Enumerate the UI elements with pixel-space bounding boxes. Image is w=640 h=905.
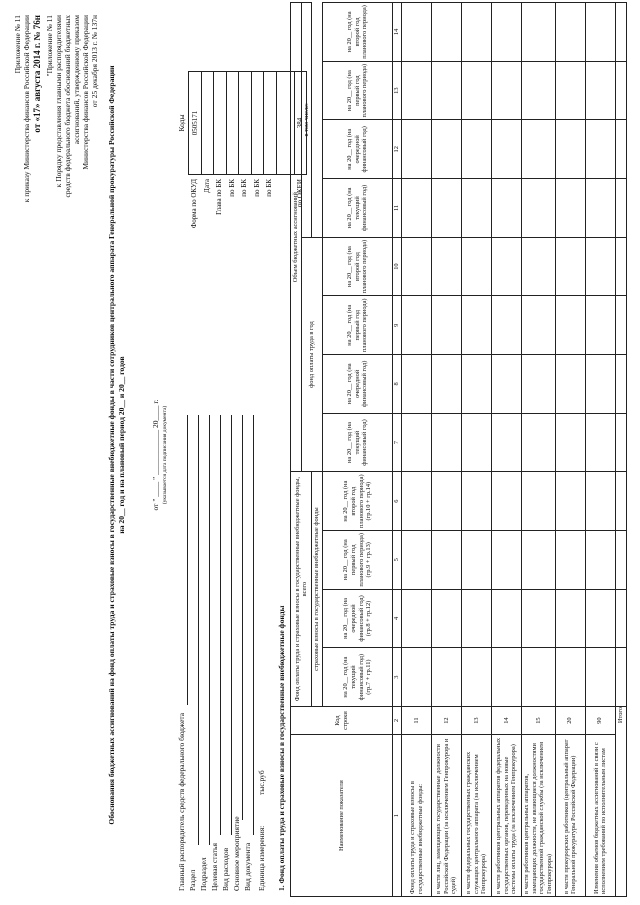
- row-name: в части федеральных государственных гражданских служащих центрального аппарата (за исключением Генпрокурора): [462, 735, 492, 897]
- document-date: от " ____ " ____________ 20____ г.: [151, 399, 160, 511]
- date-value[interactable]: [201, 72, 214, 175]
- column-number: 4: [393, 589, 402, 648]
- column-number: 11: [393, 179, 402, 238]
- bk-value-3[interactable]: [251, 72, 264, 175]
- value-cell[interactable]: [462, 237, 492, 296]
- procedure-line-3: ассигнований, утвержденному приказом: [72, 15, 81, 145]
- row-code: 15: [522, 706, 556, 734]
- value-cell[interactable]: [432, 648, 462, 707]
- procedure-line-1: к Порядку представления главными распорядителями: [54, 15, 63, 188]
- value-cell[interactable]: [585, 61, 615, 120]
- col-5-header: на 20__ год (на первый год планового периода) (гр.9 + гр.13): [323, 530, 393, 589]
- value-cell[interactable]: [462, 413, 492, 472]
- column-number: 7: [393, 413, 402, 472]
- value-cell[interactable]: [555, 120, 585, 179]
- value-cell[interactable]: [462, 530, 492, 589]
- value-cell[interactable]: [585, 120, 615, 179]
- row-code: 13: [462, 706, 492, 734]
- total-cell[interactable]: [615, 648, 626, 707]
- field-line-0[interactable]: [187, 415, 188, 705]
- group-volume-header: Объем бюджетных ассигнований: [291, 3, 302, 472]
- value-cell[interactable]: [432, 296, 462, 355]
- bk-label-4: по БК: [265, 179, 273, 197]
- value-cell[interactable]: [585, 530, 615, 589]
- document-date-note: (указывается дата подписания документа): [162, 405, 168, 505]
- field-line-5[interactable]: [242, 415, 243, 820]
- column-number: 6: [393, 472, 402, 531]
- value-cell[interactable]: [432, 355, 462, 414]
- value-cell[interactable]: [555, 355, 585, 414]
- value-cell[interactable]: [432, 3, 462, 62]
- total-cell[interactable]: [615, 120, 626, 179]
- value-cell[interactable]: [402, 472, 432, 531]
- value-cell[interactable]: [522, 355, 556, 414]
- column-number: 12: [393, 120, 402, 179]
- value-cell[interactable]: [402, 120, 432, 179]
- value-cell[interactable]: [492, 61, 522, 120]
- row-code: 12: [432, 706, 462, 734]
- total-cell[interactable]: [615, 61, 626, 120]
- table-row: [492, 3, 522, 897]
- value-cell[interactable]: [492, 179, 522, 238]
- okei-label: по ОКЕИ: [295, 179, 304, 208]
- value-cell[interactable]: [522, 472, 556, 531]
- bk-value-4[interactable]: [264, 72, 277, 175]
- group-fot-header: фонд оплаты труда в год: [301, 237, 322, 472]
- unit-value: тыс.руб: [257, 770, 266, 795]
- group-ins-header: страховые взносы в государственные внебюджетные фонды: [312, 472, 323, 707]
- form-okud-label: Форма по ОКУД: [190, 179, 198, 229]
- total-label: Итого: [615, 706, 626, 896]
- value-cell[interactable]: [492, 296, 522, 355]
- value-cell[interactable]: [432, 472, 462, 531]
- col-14-header: на 20__ год (на второй год планового периода): [323, 3, 393, 62]
- table-row: [402, 3, 432, 897]
- section-title: 1. Фонд оплаты труда и страховые взносы в государственные внебюджетные фонды: [277, 605, 286, 891]
- value-cell[interactable]: [462, 3, 492, 62]
- value-cell[interactable]: [522, 120, 556, 179]
- total-cell[interactable]: [615, 530, 626, 589]
- document-period: на 20__ год и на плановый период 20__ и 20__ годов: [117, 356, 126, 534]
- row-name: в части лиц, замещающих государственные должности Российской Федерации (за исключением Генпрокурора и судей): [432, 735, 462, 897]
- table-row: [555, 3, 585, 897]
- value-cell[interactable]: [462, 589, 492, 648]
- total-cell[interactable]: [615, 589, 626, 648]
- total-cell[interactable]: [615, 413, 626, 472]
- document-title: Обоснования бюджетных ассигнований на фонд оплаты труда и страховые взносы в государственные внебюджетные фонды в части сотрудников центрального аппарата Генеральной прокуратуры Российской Федерации: [107, 65, 116, 825]
- table-row: [585, 3, 615, 897]
- appendix-label-2: "Приложение № 11: [45, 15, 54, 77]
- value-cell[interactable]: [585, 179, 615, 238]
- column-number: 8: [393, 355, 402, 414]
- value-cell[interactable]: [462, 472, 492, 531]
- value-cell[interactable]: [585, 3, 615, 62]
- row-name: Изменения объемов бюджетных ассигнований в связи с исполнением требований по исполнительным листам: [585, 735, 615, 897]
- value-cell[interactable]: [522, 648, 556, 707]
- col-8-header: на 20__ год (на очередной финансовый год): [323, 355, 393, 414]
- value-cell[interactable]: [432, 413, 462, 472]
- row-code: 14: [492, 706, 522, 734]
- value-cell[interactable]: [555, 472, 585, 531]
- value-cell[interactable]: [585, 472, 615, 531]
- bk-label-2: по БК: [240, 179, 248, 197]
- bk-chapter-label: Глава по БК: [215, 179, 223, 215]
- value-cell[interactable]: [522, 589, 556, 648]
- column-number: 3: [393, 648, 402, 707]
- value-cell[interactable]: [555, 3, 585, 62]
- value-cell[interactable]: [462, 355, 492, 414]
- field-razdel: Раздел: [188, 869, 197, 891]
- value-cell[interactable]: [402, 589, 432, 648]
- bk-value-1[interactable]: [226, 72, 239, 175]
- value-cell[interactable]: [462, 179, 492, 238]
- col-4-header: на 20__ год (на очередной финансовый год) (гр.8 + гр.12): [323, 589, 393, 648]
- value-cell[interactable]: [585, 237, 615, 296]
- value-cell[interactable]: [432, 120, 462, 179]
- table-row: [522, 3, 556, 897]
- col-name-header: Наименование показателя: [291, 735, 393, 897]
- bk-label-1: по БК: [227, 179, 236, 197]
- value-cell[interactable]: [402, 355, 432, 414]
- column-number: 9: [393, 296, 402, 355]
- col-10-header: на 20__ год (на второй год планового периода): [323, 237, 393, 296]
- value-cell[interactable]: [555, 413, 585, 472]
- total-cell[interactable]: [615, 296, 626, 355]
- value-cell[interactable]: [585, 589, 615, 648]
- column-number: 10: [393, 237, 402, 296]
- value-cell[interactable]: [555, 237, 585, 296]
- value-cell[interactable]: [402, 648, 432, 707]
- value-cell[interactable]: [402, 61, 432, 120]
- value-cell[interactable]: [522, 3, 556, 62]
- table-row: [432, 3, 462, 897]
- value-cell[interactable]: [462, 61, 492, 120]
- column-number: 14: [393, 3, 402, 62]
- field-line-3[interactable]: [220, 415, 221, 835]
- value-cell[interactable]: [432, 179, 462, 238]
- procedure-line-2: средств федерального бюджета обоснований бюджетных: [63, 15, 72, 198]
- value-cell[interactable]: [492, 3, 522, 62]
- field-podrazdel: Подраздел: [199, 857, 208, 891]
- column-number: 2: [393, 706, 402, 734]
- group-including-header: в том числе:: [301, 3, 312, 238]
- value-cell[interactable]: [522, 179, 556, 238]
- total-row: [615, 3, 626, 897]
- total-cell[interactable]: [615, 3, 626, 62]
- value-cell[interactable]: [585, 296, 615, 355]
- col-code-header: Код строки: [291, 706, 393, 734]
- row-name: в части прокурорских работников (центральный аппарат Генеральной прокуратуры Российской Федерации): [555, 735, 585, 897]
- value-cell[interactable]: [402, 530, 432, 589]
- field-line-2[interactable]: [209, 415, 210, 845]
- date-label: Дата: [202, 179, 211, 193]
- value-cell[interactable]: [432, 530, 462, 589]
- unit-label: Единица измерения:: [257, 825, 266, 891]
- value-cell[interactable]: [585, 355, 615, 414]
- field-cel-statya: Целевая статья: [210, 843, 219, 891]
- field-gl-rasp: Главный распорядитель средств федерального бюджета: [177, 712, 186, 891]
- col-7-header: на 20__ год (на текущий финансовый год): [323, 413, 393, 472]
- value-cell[interactable]: [555, 61, 585, 120]
- value-cell[interactable]: [402, 296, 432, 355]
- value-cell[interactable]: [585, 413, 615, 472]
- value-cell[interactable]: [402, 413, 432, 472]
- field-osn-meropr: Основное мероприятие: [232, 816, 241, 891]
- form-okud-value: 0505171: [189, 72, 202, 175]
- total-cell[interactable]: [615, 472, 626, 531]
- value-cell[interactable]: [402, 179, 432, 238]
- total-cell[interactable]: [615, 179, 626, 238]
- value-cell[interactable]: [402, 3, 432, 62]
- value-cell[interactable]: [492, 120, 522, 179]
- col-3-header: на 20__ год (на текущий финансовый год) (гр.7 + гр.11): [323, 648, 393, 707]
- column-number: 1: [393, 735, 402, 897]
- order-date: от «17» августа 2014 г. № 76н: [32, 15, 42, 133]
- value-cell[interactable]: [432, 589, 462, 648]
- value-cell[interactable]: [492, 355, 522, 414]
- col-9-header: на 20__ год (на первый год планового периода): [323, 296, 393, 355]
- order-reference: к приказу Министерства финансов Российской Федерации: [22, 15, 31, 203]
- value-cell[interactable]: [432, 237, 462, 296]
- total-cell[interactable]: [615, 355, 626, 414]
- value-cell[interactable]: [555, 179, 585, 238]
- value-cell[interactable]: [555, 530, 585, 589]
- value-cell[interactable]: [402, 237, 432, 296]
- field-line-1[interactable]: [198, 415, 199, 845]
- codes-header: Коды: [177, 114, 186, 132]
- value-cell[interactable]: [492, 530, 522, 589]
- codes-labels: [188, 179, 306, 275]
- col-11-header: на 20__ год (на текущий финансовый год): [323, 179, 393, 238]
- value-cell[interactable]: [555, 296, 585, 355]
- procedure-line-5: от 25 декабря 2013 г. № 137н: [90, 15, 99, 108]
- table-row: [462, 3, 492, 897]
- value-cell[interactable]: [492, 472, 522, 531]
- row-name: в части работников центральных аппаратов, замещающих должности, не являющиеся должностями государственной гражданской службы (за исключением Генпрокурора): [522, 735, 556, 897]
- value-cell[interactable]: [555, 648, 585, 707]
- field-vid-rashodov: Вид расходов: [221, 847, 230, 891]
- row-code: 20: [555, 706, 585, 734]
- bk-label-3: по БК: [252, 179, 261, 197]
- appendix-label: Приложение № 11: [13, 15, 22, 74]
- row-name: в части работников центральных аппаратов федеральных государственных органов, переведенных на новые системы оплаты труда (за исключением Генпрокурора): [492, 735, 522, 897]
- value-cell[interactable]: [492, 589, 522, 648]
- value-cell[interactable]: [492, 648, 522, 707]
- field-line-4[interactable]: [231, 415, 232, 835]
- row-name: Фонд оплаты труда и страховые взносы в государственные внебюджетные фонды:: [402, 735, 432, 897]
- row-code: 90: [585, 706, 615, 734]
- col-13-header: на 20__ год (на первый год планового периода): [323, 61, 393, 120]
- value-cell[interactable]: [522, 61, 556, 120]
- value-cell[interactable]: [522, 530, 556, 589]
- row-code: 11: [402, 706, 432, 734]
- value-cell[interactable]: [555, 589, 585, 648]
- value-cell[interactable]: [432, 61, 462, 120]
- field-vid-doc: Вид документа: [243, 842, 252, 891]
- column-numbers-row: [393, 3, 402, 897]
- bk-chapter-value[interactable]: [214, 72, 227, 175]
- group-total-header: Фонд оплаты труда и страховые взносы в государственные внебюджетные фонды, всего: [291, 472, 312, 707]
- value-cell[interactable]: [462, 120, 492, 179]
- field-line-6[interactable]: [253, 415, 254, 835]
- value-cell[interactable]: [492, 413, 522, 472]
- col-6-header: на 20__ год (на второй год планового периода) (гр.10 + гр.14): [323, 472, 393, 531]
- value-cell[interactable]: [522, 296, 556, 355]
- procedure-line-4: Министерства финансов Российской Федерации: [81, 15, 90, 170]
- column-number: 13: [393, 61, 402, 120]
- col-12-header: на 20__ год (на очередной финансовый год): [323, 120, 393, 179]
- value-cell[interactable]: [462, 296, 492, 355]
- value-cell[interactable]: [585, 648, 615, 707]
- value-cell[interactable]: [462, 648, 492, 707]
- value-cell[interactable]: [522, 413, 556, 472]
- column-number: 5: [393, 530, 402, 589]
- total-cell[interactable]: [615, 237, 626, 296]
- allocations-table: [290, 2, 627, 897]
- okei-value: 384: [294, 72, 307, 175]
- value-cell[interactable]: [522, 237, 556, 296]
- value-cell[interactable]: [492, 237, 522, 296]
- bk-value-2[interactable]: [239, 72, 252, 175]
